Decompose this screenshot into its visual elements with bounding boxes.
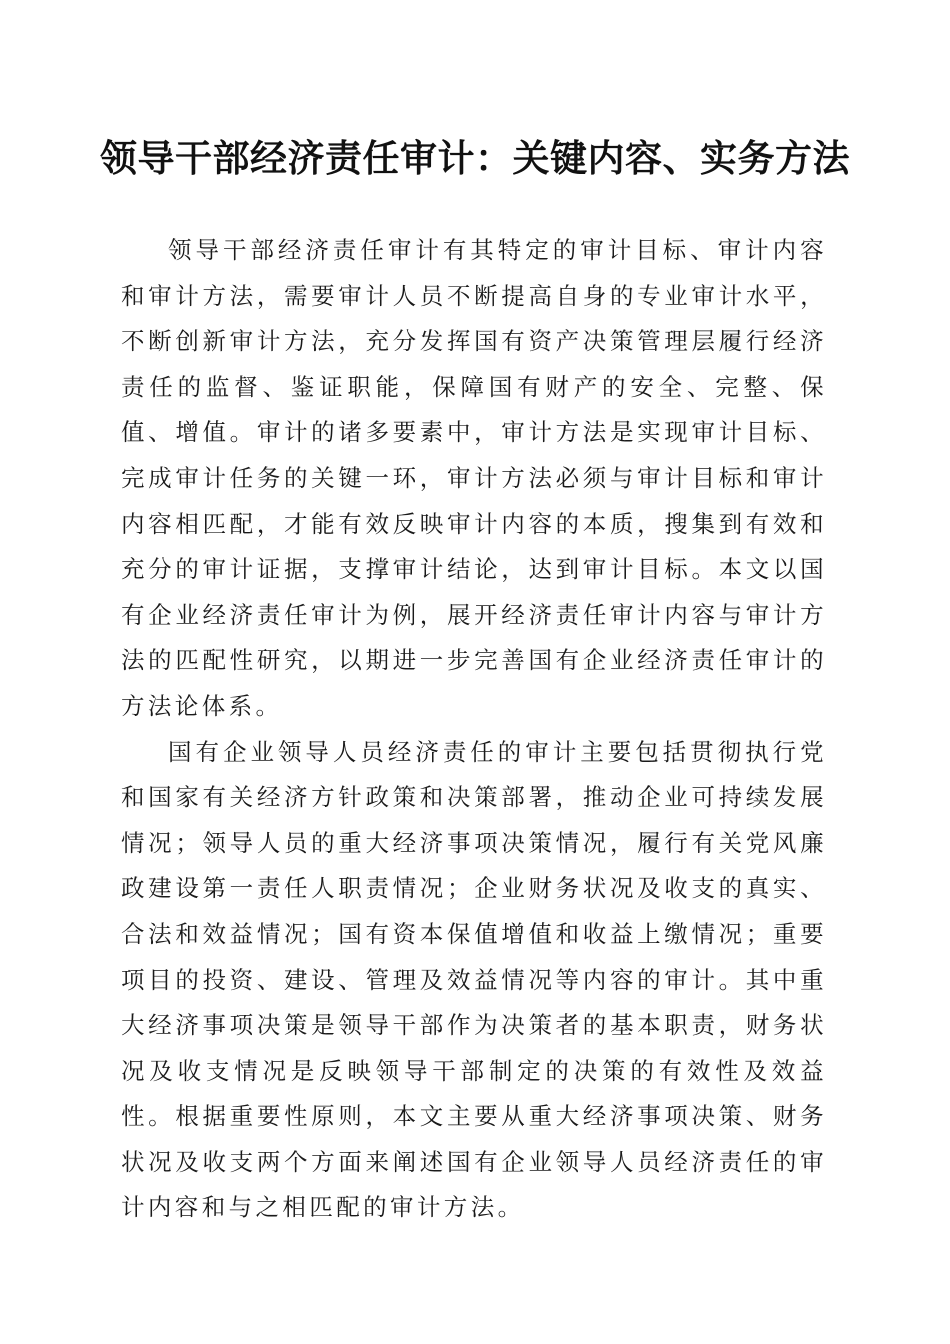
paragraph-intro: 领导干部经济责任审计有其特定的审计目标、审计内容和审计方法，需要审计人员不断提高自身的专业审计水平，不断创新审计方法，充分发挥国有资产决策管理层履行经济责任的监督、鉴证职能，保障国有财产的安全、完整、保值、增值。审计的诸多要素中，审计方法是实现审计目标、完成审计任务的关键一环，审计方法必须与审计目标和审计内容相匹配，才能有效反映审计内容的本质，搜集到有效和充分的审计证据，支撑审计结论，达到审计目标。本文以国有企业经济责任审计为例，展开经济责任审计内容与审计方法的匹配性研究，以期进一步完善国有企业经济责任审计的方法论体系。	[121, 236, 827, 720]
paragraph-audit-content: 国有企业领导人员经济责任的审计主要包括贯彻执行党和国家有关经济方针政策和决策部署，推动企业可持续发展情况；领导人员的重大经济事项决策情况，履行有关党风廉政建设第一责任人职责情况；企业财务状况及收支的真实、合法和效益情况；国有资本保值增值和收益上缴情况；重要项目的投资、建设、管理及效益情况等内容的审计。其中重大经济事项决策是领导干部作为决策者的基本职责，财务状况及收支情况是反映领导干部制定的决策的有效性及效益性。根据重要性原则，本文主要从重大经济事项决策、财务状况及收支两个方面来阐述国有企业领导人员经济责任的审计内容和与之相匹配的审计方法。	[121, 737, 827, 1222]
document-title: 领导干部经济责任审计：关键内容、实务方法	[100, 136, 850, 180]
document-body	[121, 228, 827, 1231]
